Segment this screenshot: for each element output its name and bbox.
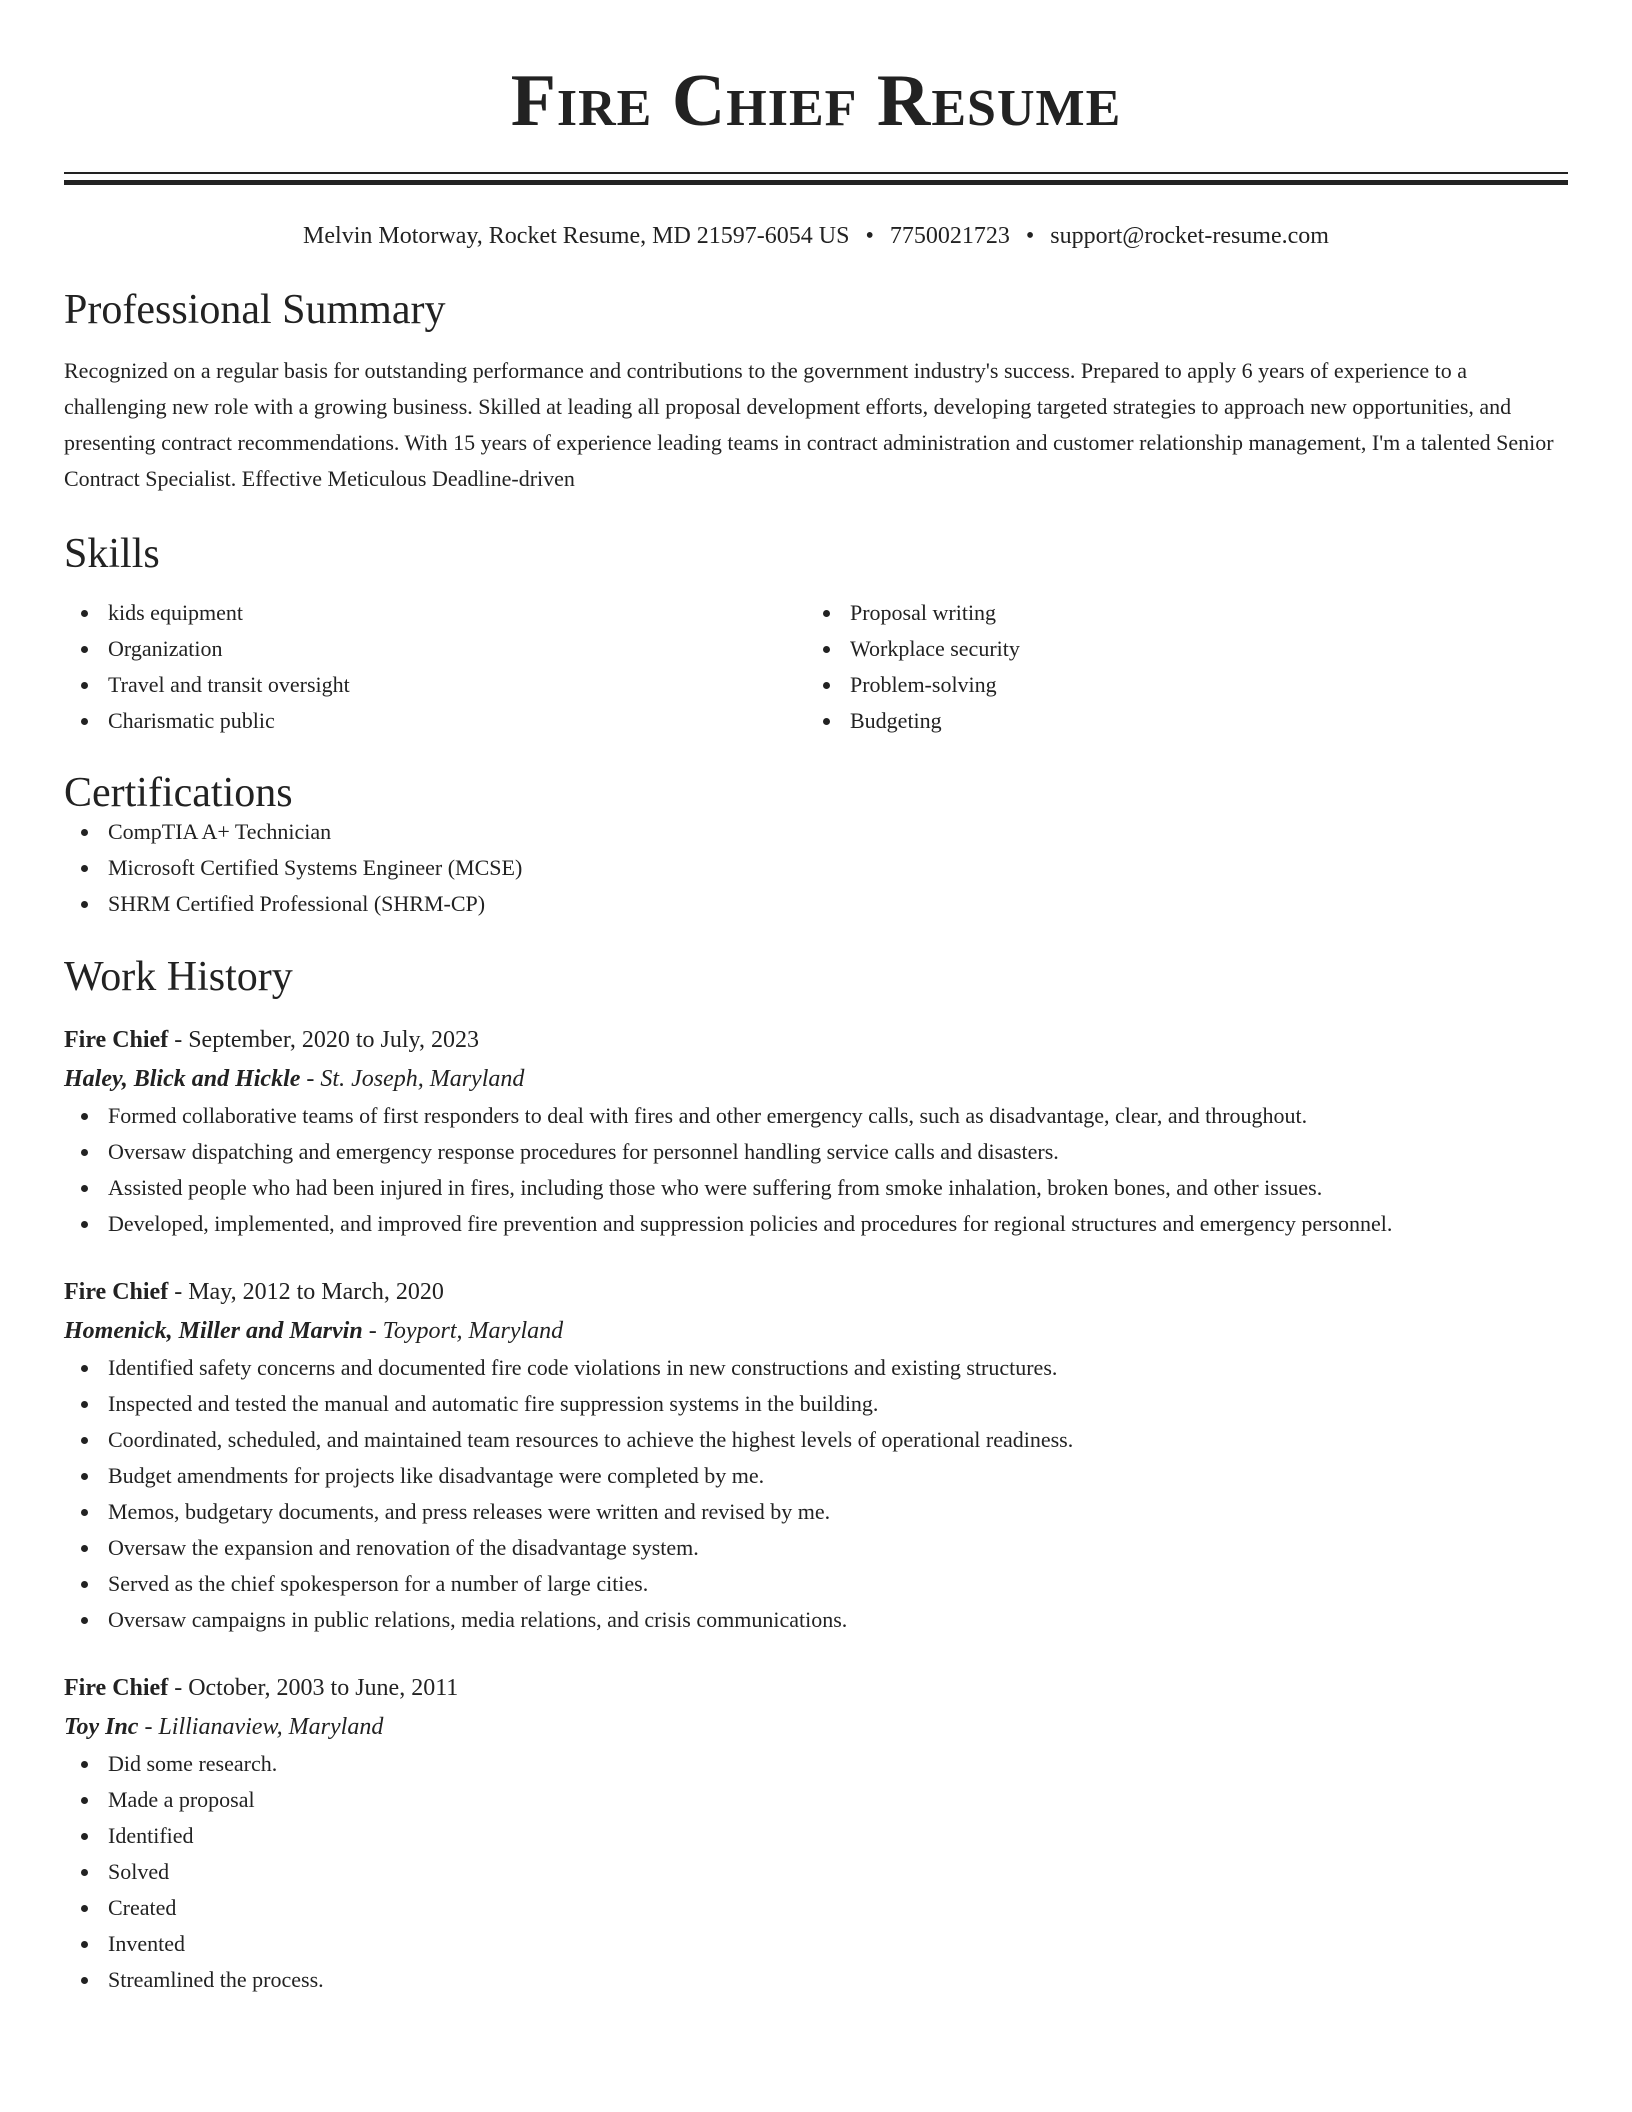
skills-grid [64, 595, 1568, 739]
resume-title: Fire Chief Resume [510, 60, 1122, 142]
job-title: Fire Chief [64, 1279, 169, 1305]
job-duty-item: Identified safety concerns and documented fire code violations in new constructions and existing structures. [64, 1350, 1568, 1386]
skill-item: Budgeting [806, 703, 1548, 739]
job-company: Toy Inc [64, 1714, 139, 1740]
job-dates: - September, 2020 to July, 2023 [168, 1027, 479, 1053]
job-location: - Lillianaview, Maryland [138, 1714, 384, 1740]
resume-page [64, 0, 1568, 1998]
job-entry [64, 1272, 1568, 1638]
skill-item: Travel and transit oversight [64, 667, 806, 703]
job-company-line [64, 1708, 1568, 1746]
skill-item: Organization [64, 631, 806, 667]
skills-column-left [64, 595, 806, 739]
job-duty-item: Developed, implemented, and improved fire prevention and suppression policies and procedures for regional structures and emergency personnel. [64, 1206, 1568, 1242]
certifications-heading: Certifications [64, 770, 293, 816]
job-duty-item: Assisted people who had been injured in fires, including those who were suffering from smoke inhalation, broken bones, and other issues. [64, 1170, 1568, 1206]
job-duties [64, 1350, 1568, 1638]
contact-address: Melvin Motorway, Rocket Resume, MD 21597-6054 US [303, 223, 850, 249]
contact-line [64, 221, 1568, 251]
skill-item: Charismatic public [64, 703, 806, 739]
summary-heading: Professional Summary [64, 287, 446, 333]
job-duty-item: Invented [64, 1926, 1568, 1962]
job-duty-item: Created [64, 1890, 1568, 1926]
job-location: - St. Joseph, Maryland [300, 1066, 525, 1092]
certifications-list [64, 814, 1568, 922]
title-divider-thin [64, 172, 1568, 174]
skill-item: kids equipment [64, 595, 806, 631]
job-dates: - October, 2003 to June, 2011 [168, 1675, 459, 1701]
contact-email: support@rocket-resume.com [1050, 223, 1329, 249]
job-duties [64, 1746, 1568, 1998]
job-title: Fire Chief [64, 1675, 169, 1701]
job-duty-item: Served as the chief spokesperson for a number of large cities. [64, 1566, 1568, 1602]
job-duty-item: Solved [64, 1854, 1568, 1890]
job-title-line [64, 1020, 1568, 1060]
job-duty-item: Budget amendments for projects like disadvantage were completed by me. [64, 1458, 1568, 1494]
job-title-line [64, 1272, 1568, 1312]
summary-text: Recognized on a regular basis for outstanding performance and contributions to the government industry's success. Prepared to apply 6 years of experience to a challenging new role with a growing business. Skilled at leading all proposal development efforts, developing targeted strategies to approach new opportunities, and presenting contract recommendations. With 15 years of experience leading teams in contract administration and customer relationship management, I'm a talented Senior Contract Specialist. Effective Meticulous Deadline-driven [64, 358, 1554, 491]
contact-separator: • [1025, 223, 1035, 249]
job-duty-item: Made a proposal [64, 1782, 1568, 1818]
job-company: Homenick, Miller and Marvin [64, 1318, 363, 1344]
job-duty-item: Streamlined the process. [64, 1962, 1568, 1998]
job-duty-item: Oversaw campaigns in public relations, media relations, and crisis communications. [64, 1602, 1568, 1638]
skill-item: Workplace security [806, 631, 1548, 667]
title-divider-thick [64, 180, 1568, 185]
job-duty-item: Coordinated, scheduled, and maintained team resources to achieve the highest levels of operational readiness. [64, 1422, 1568, 1458]
job-duty-item: Formed collaborative teams of first responders to deal with fires and other emergency calls, such as disadvantage, clear, and throughout. [64, 1098, 1568, 1134]
job-dates: - May, 2012 to March, 2020 [168, 1279, 444, 1305]
job-location: - Toyport, Maryland [362, 1318, 564, 1344]
skill-item: Proposal writing [806, 595, 1548, 631]
skills-column-right [806, 595, 1548, 739]
job-duties [64, 1098, 1568, 1242]
job-company: Haley, Blick and Hickle [64, 1066, 301, 1092]
certification-item: CompTIA A+ Technician [64, 814, 1568, 850]
job-company-line [64, 1060, 1568, 1098]
job-company-line [64, 1312, 1568, 1350]
job-duty-item: Oversaw the expansion and renovation of the disadvantage system. [64, 1530, 1568, 1566]
contact-separator: • [865, 223, 874, 249]
certification-item: Microsoft Certified Systems Engineer (MCSE) [64, 850, 1568, 886]
job-duty-item: Memos, budgetary documents, and press releases were written and revised by me. [64, 1494, 1568, 1530]
skill-item: Problem-solving [806, 667, 1548, 703]
job-entry [64, 1668, 1568, 1998]
job-duty-item: Did some research. [64, 1746, 1568, 1782]
job-title: Fire Chief [64, 1027, 169, 1053]
work-history-heading: Work History [64, 954, 293, 1000]
job-duty-item: Identified [64, 1818, 1568, 1854]
certification-item: SHRM Certified Professional (SHRM-CP) [64, 886, 1568, 922]
job-duty-item: Oversaw dispatching and emergency response procedures for personnel handling service calls and disasters. [64, 1134, 1568, 1170]
job-title-line [64, 1668, 1568, 1708]
job-duty-item: Inspected and tested the manual and automatic fire suppression systems in the building. [64, 1386, 1568, 1422]
contact-phone: 7750021723 [889, 223, 1010, 249]
job-entry [64, 1020, 1568, 1242]
skills-heading: Skills [64, 531, 160, 577]
